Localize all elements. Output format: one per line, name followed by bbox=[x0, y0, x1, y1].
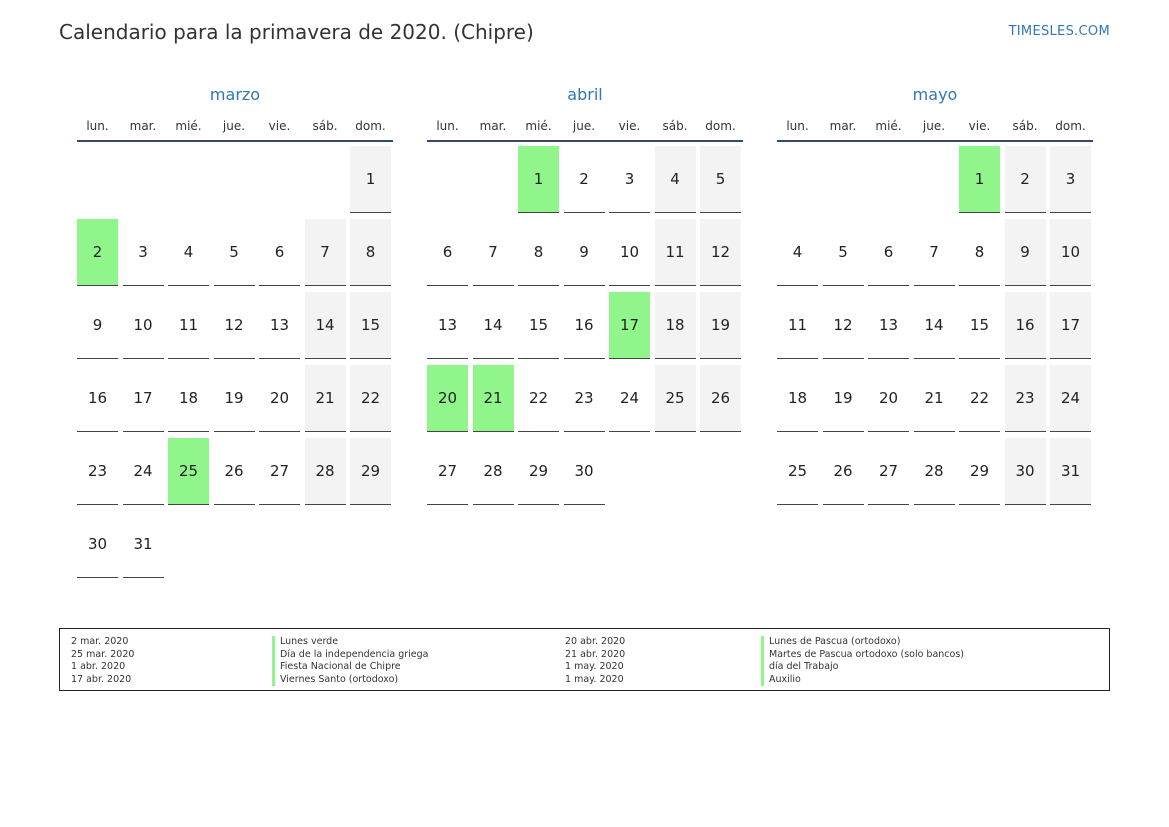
day-cell: 29 bbox=[959, 438, 1000, 505]
legend-names-right bbox=[761, 636, 964, 686]
weekday-label: vie. bbox=[268, 119, 291, 133]
legend-holiday-name: Fiesta Nacional de Chipre bbox=[272, 661, 428, 674]
holiday-day-cell: 1 bbox=[959, 146, 1000, 213]
empty-day-cell bbox=[427, 146, 468, 213]
empty-day-cell bbox=[305, 146, 346, 213]
day-grid bbox=[77, 146, 393, 584]
weekday-header bbox=[77, 116, 393, 142]
day-cell: 20 bbox=[259, 365, 300, 432]
holiday-day-cell: 2 bbox=[77, 219, 118, 286]
day-cell: 6 bbox=[427, 219, 468, 286]
empty-day-cell bbox=[914, 146, 955, 213]
week-row bbox=[777, 438, 1093, 511]
legend-names-left bbox=[272, 636, 428, 686]
week-row bbox=[777, 219, 1093, 292]
day-cell: 4 bbox=[777, 219, 818, 286]
day-cell: 19 bbox=[214, 365, 255, 432]
legend-holiday-name: Día de la independencia griega bbox=[272, 649, 428, 662]
holiday-day-cell: 1 bbox=[518, 146, 559, 213]
empty-day-cell bbox=[655, 438, 696, 505]
empty-day-cell bbox=[473, 146, 514, 213]
day-cell: 13 bbox=[868, 292, 909, 359]
day-cell: 29 bbox=[350, 438, 391, 505]
day-cell: 9 bbox=[77, 292, 118, 359]
weekday-label: jue. bbox=[922, 119, 946, 133]
holiday-day-cell: 21 bbox=[473, 365, 514, 432]
day-cell: 16 bbox=[1005, 292, 1046, 359]
day-cell: 28 bbox=[914, 438, 955, 505]
day-cell: 27 bbox=[427, 438, 468, 505]
day-cell: 13 bbox=[259, 292, 300, 359]
week-row bbox=[77, 292, 393, 365]
day-cell: 12 bbox=[823, 292, 864, 359]
day-cell: 11 bbox=[655, 219, 696, 286]
day-cell: 5 bbox=[700, 146, 741, 213]
week-row bbox=[777, 365, 1093, 438]
legend-date: 17 abr. 2020 bbox=[71, 673, 132, 685]
weekday-label: sáb. bbox=[312, 119, 338, 133]
weekday-label: mié. bbox=[175, 119, 202, 133]
weekday-label: vie. bbox=[618, 119, 641, 133]
day-cell: 30 bbox=[77, 511, 118, 578]
weekday-label: mié. bbox=[875, 119, 902, 133]
day-cell: 29 bbox=[518, 438, 559, 505]
legend-holiday-name: Lunes de Pascua (ortodoxo) bbox=[761, 636, 964, 649]
week-row bbox=[427, 146, 743, 219]
empty-day-cell bbox=[214, 146, 255, 213]
day-cell: 7 bbox=[914, 219, 955, 286]
empty-day-cell bbox=[77, 146, 118, 213]
day-cell: 28 bbox=[305, 438, 346, 505]
day-cell: 8 bbox=[959, 219, 1000, 286]
weekday-label: mar. bbox=[479, 119, 507, 133]
day-cell: 12 bbox=[700, 219, 741, 286]
month-abril bbox=[427, 85, 743, 511]
empty-day-cell bbox=[350, 511, 391, 578]
legend-date: 25 mar. 2020 bbox=[71, 648, 135, 660]
day-cell: 15 bbox=[959, 292, 1000, 359]
day-cell: 20 bbox=[868, 365, 909, 432]
weekday-label: dom. bbox=[355, 119, 386, 133]
day-cell: 15 bbox=[518, 292, 559, 359]
holiday-day-cell: 25 bbox=[168, 438, 209, 505]
empty-day-cell bbox=[214, 511, 255, 578]
day-cell: 4 bbox=[168, 219, 209, 286]
day-cell: 24 bbox=[123, 438, 164, 505]
day-cell: 7 bbox=[305, 219, 346, 286]
day-cell: 2 bbox=[1005, 146, 1046, 213]
day-cell: 10 bbox=[123, 292, 164, 359]
day-cell: 3 bbox=[609, 146, 650, 213]
day-cell: 23 bbox=[1005, 365, 1046, 432]
day-cell: 13 bbox=[427, 292, 468, 359]
legend-holiday-name: Lunes verde bbox=[272, 636, 428, 649]
day-cell: 15 bbox=[350, 292, 391, 359]
day-cell: 21 bbox=[305, 365, 346, 432]
day-cell: 22 bbox=[350, 365, 391, 432]
legend-holiday-name: día del Trabajo bbox=[761, 661, 964, 674]
day-cell: 31 bbox=[1050, 438, 1091, 505]
legend-holiday-name: Martes de Pascua ortodoxo (solo bancos) bbox=[761, 649, 964, 662]
weekday-label: jue. bbox=[572, 119, 596, 133]
holiday-day-cell: 17 bbox=[609, 292, 650, 359]
day-cell: 6 bbox=[868, 219, 909, 286]
day-grid bbox=[427, 146, 743, 511]
week-row bbox=[427, 219, 743, 292]
weekday-header bbox=[427, 116, 743, 142]
weekday-label: sáb. bbox=[662, 119, 688, 133]
day-cell: 8 bbox=[350, 219, 391, 286]
week-row bbox=[777, 146, 1093, 219]
week-row bbox=[427, 292, 743, 365]
legend-date: 21 abr. 2020 bbox=[565, 648, 626, 660]
day-cell: 31 bbox=[123, 511, 164, 578]
month-marzo bbox=[77, 85, 393, 584]
legend-date: 1 may. 2020 bbox=[565, 673, 624, 685]
day-cell: 27 bbox=[259, 438, 300, 505]
weekday-label: sáb. bbox=[1012, 119, 1038, 133]
empty-day-cell bbox=[609, 438, 650, 505]
day-cell: 25 bbox=[655, 365, 696, 432]
day-cell: 3 bbox=[1050, 146, 1091, 213]
day-cell: 14 bbox=[473, 292, 514, 359]
weekday-label: lun. bbox=[786, 119, 809, 133]
day-cell: 9 bbox=[1005, 219, 1046, 286]
day-cell: 4 bbox=[655, 146, 696, 213]
day-cell: 12 bbox=[214, 292, 255, 359]
holiday-legend bbox=[59, 628, 1110, 691]
day-cell: 19 bbox=[823, 365, 864, 432]
day-cell: 27 bbox=[868, 438, 909, 505]
day-cell: 17 bbox=[123, 365, 164, 432]
day-cell: 3 bbox=[123, 219, 164, 286]
day-cell: 5 bbox=[214, 219, 255, 286]
weekday-label: dom. bbox=[705, 119, 736, 133]
empty-day-cell bbox=[168, 146, 209, 213]
day-cell: 30 bbox=[564, 438, 605, 505]
legend-dates-right bbox=[565, 636, 625, 686]
day-cell: 10 bbox=[1050, 219, 1091, 286]
legend-holiday-name: Viernes Santo (ortodoxo) bbox=[272, 674, 428, 687]
legend-date: 1 may. 2020 bbox=[565, 661, 624, 672]
holiday-day-cell: 20 bbox=[427, 365, 468, 432]
empty-day-cell bbox=[823, 146, 864, 213]
empty-day-cell bbox=[168, 511, 209, 578]
week-row bbox=[777, 292, 1093, 365]
day-cell: 26 bbox=[700, 365, 741, 432]
weekday-label: mié. bbox=[525, 119, 552, 133]
day-cell: 25 bbox=[777, 438, 818, 505]
day-cell: 6 bbox=[259, 219, 300, 286]
legend-dates-left bbox=[71, 636, 134, 686]
week-row bbox=[77, 438, 393, 511]
day-cell: 14 bbox=[305, 292, 346, 359]
day-cell: 22 bbox=[518, 365, 559, 432]
day-cell: 23 bbox=[77, 438, 118, 505]
day-cell: 10 bbox=[609, 219, 650, 286]
weekday-label: lun. bbox=[86, 119, 109, 133]
empty-day-cell bbox=[777, 146, 818, 213]
day-cell: 28 bbox=[473, 438, 514, 505]
day-cell: 14 bbox=[914, 292, 955, 359]
weekday-header bbox=[777, 116, 1093, 142]
day-cell: 26 bbox=[823, 438, 864, 505]
empty-day-cell bbox=[259, 146, 300, 213]
day-cell: 11 bbox=[168, 292, 209, 359]
day-cell: 2 bbox=[564, 146, 605, 213]
day-grid bbox=[777, 146, 1093, 511]
week-row bbox=[427, 365, 743, 438]
weekday-label: lun. bbox=[436, 119, 459, 133]
day-cell: 16 bbox=[564, 292, 605, 359]
week-row bbox=[427, 438, 743, 511]
day-cell: 1 bbox=[350, 146, 391, 213]
month-title: marzo bbox=[209, 85, 261, 104]
day-cell: 30 bbox=[1005, 438, 1046, 505]
weekday-label: jue. bbox=[222, 119, 246, 133]
legend-date: 2 mar. 2020 bbox=[71, 636, 129, 647]
month-title: abril bbox=[567, 85, 603, 104]
day-cell: 16 bbox=[77, 365, 118, 432]
week-row bbox=[77, 365, 393, 438]
weekday-label: dom. bbox=[1055, 119, 1086, 133]
empty-day-cell bbox=[259, 511, 300, 578]
day-cell: 23 bbox=[564, 365, 605, 432]
day-cell: 26 bbox=[214, 438, 255, 505]
empty-day-cell bbox=[868, 146, 909, 213]
day-cell: 8 bbox=[518, 219, 559, 286]
weekday-label: vie. bbox=[968, 119, 991, 133]
day-cell: 19 bbox=[700, 292, 741, 359]
day-cell: 22 bbox=[959, 365, 1000, 432]
day-cell: 24 bbox=[1050, 365, 1091, 432]
month-mayo bbox=[777, 85, 1093, 511]
day-cell: 5 bbox=[823, 219, 864, 286]
site-link[interactable]: TIMESLES.COM bbox=[1008, 24, 1110, 39]
empty-day-cell bbox=[700, 438, 741, 505]
day-cell: 11 bbox=[777, 292, 818, 359]
week-row bbox=[77, 146, 393, 219]
legend-date: 1 abr. 2020 bbox=[71, 661, 126, 672]
day-cell: 18 bbox=[777, 365, 818, 432]
weekday-label: mar. bbox=[129, 119, 157, 133]
week-row bbox=[77, 511, 393, 584]
legend-holiday-name: Auxilio bbox=[761, 674, 964, 687]
day-cell: 7 bbox=[473, 219, 514, 286]
weekday-label: mar. bbox=[829, 119, 857, 133]
empty-day-cell bbox=[123, 146, 164, 213]
day-cell: 18 bbox=[655, 292, 696, 359]
day-cell: 21 bbox=[914, 365, 955, 432]
empty-day-cell bbox=[305, 511, 346, 578]
day-cell: 17 bbox=[1050, 292, 1091, 359]
month-title: mayo bbox=[912, 85, 958, 104]
page-title: Calendario para la primavera de 2020. (Chipre) bbox=[59, 20, 534, 44]
day-cell: 18 bbox=[168, 365, 209, 432]
legend-date: 20 abr. 2020 bbox=[565, 636, 626, 647]
week-row bbox=[77, 219, 393, 292]
day-cell: 24 bbox=[609, 365, 650, 432]
day-cell: 9 bbox=[564, 219, 605, 286]
